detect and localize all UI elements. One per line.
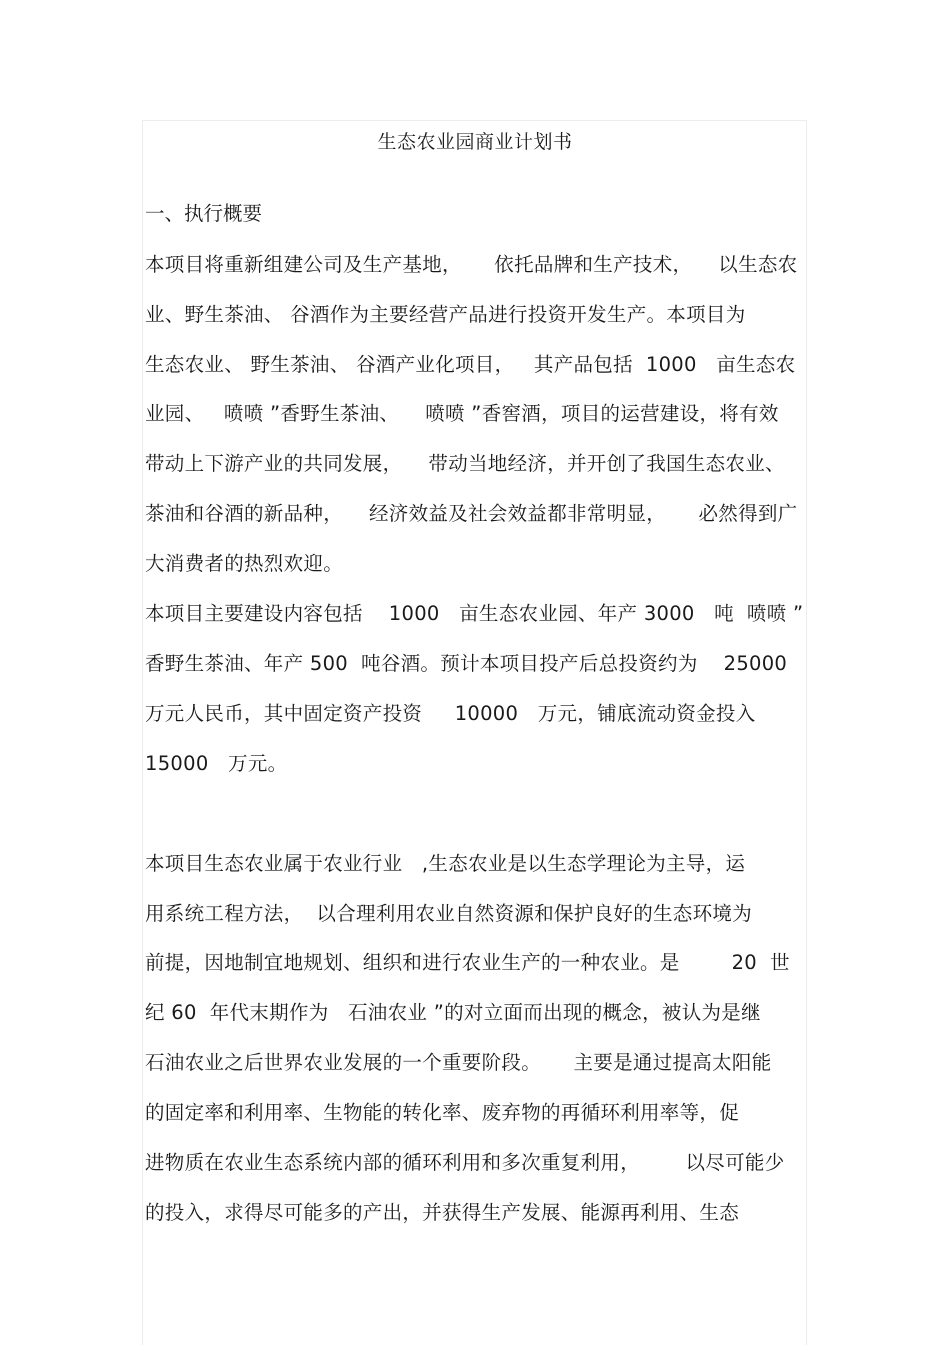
paragraph-line: 前提，因地制宜地规划、组织和进行农业生产的一种农业。是 20 世 [145,951,790,974]
paragraph-line: 生态农业、 野生茶油、 谷酒产业化项目， 其产品包括 1000 亩生态农 [145,353,796,376]
document-title: 生态农业园商业计划书 [377,131,573,153]
paragraph-line: 本项目将重新组建公司及生产基地， 依托品牌和生产技术， 以生态农 [145,253,798,276]
paragraph-line: 业、野生茶油、 谷酒作为主要经营产品进行投资开发生产。本项目为 [145,303,746,326]
paragraph-line: 万元人民币，其中固定资产投资 10000 万元，铺底流动资金投入 [145,702,756,725]
paragraph-line: 15000 万元。 [145,752,288,775]
paragraph-line: 石油农业之后世界农业发展的一个重要阶段。 主要是通过提高太阳能 [145,1051,772,1074]
section-heading: 一、执行概要 [145,202,263,225]
paragraph-line: 的固定率和利用率、生物能的转化率、废弃物的再循环利用率等，促 [145,1101,740,1124]
paragraph-line: 本项目主要建设内容包括 1000 亩生态农业园、年产 3000 吨 喷喷 ” [145,602,804,625]
paragraph-line: 进物质在农业生态系统内部的循环利用和多次重复利用， 以尽可能少 [145,1151,785,1174]
paragraph-line: 茶油和谷酒的新品种， 经济效益及社会效益都非常明显， 必然得到广 [145,502,798,525]
paragraph-line: 的投入，求得尽可能多的产出，并获得生产发展、能源再利用、生态 [145,1201,740,1224]
paragraph-line: 大消费者的热烈欢迎。 [145,552,344,575]
paragraph-line: 用系统工程方法， 以合理利用农业自然资源和保护良好的生态环境为 [145,902,752,925]
paragraph-line: 纪 60 年代末期作为 石油农业 ”的对立面而出现的概念，被认为是继 [145,1001,761,1024]
paragraph-line: 本项目生态农业属于农业行业 ,生态农业是以生态学理论为主导，运 [145,852,746,875]
paragraph-line: 业园、 喷喷 ”香野生茶油、 喷喷 ”香窖酒，项目的运营建设，将有效 [145,402,779,425]
paragraph-line: 香野生茶油、年产 500 吨谷酒。预计本项目投产后总投资约为 25000 [145,652,788,675]
paragraph-line: 带动上下游产业的共同发展， 带动当地经济，并开创了我国生态农业、 [145,452,785,475]
